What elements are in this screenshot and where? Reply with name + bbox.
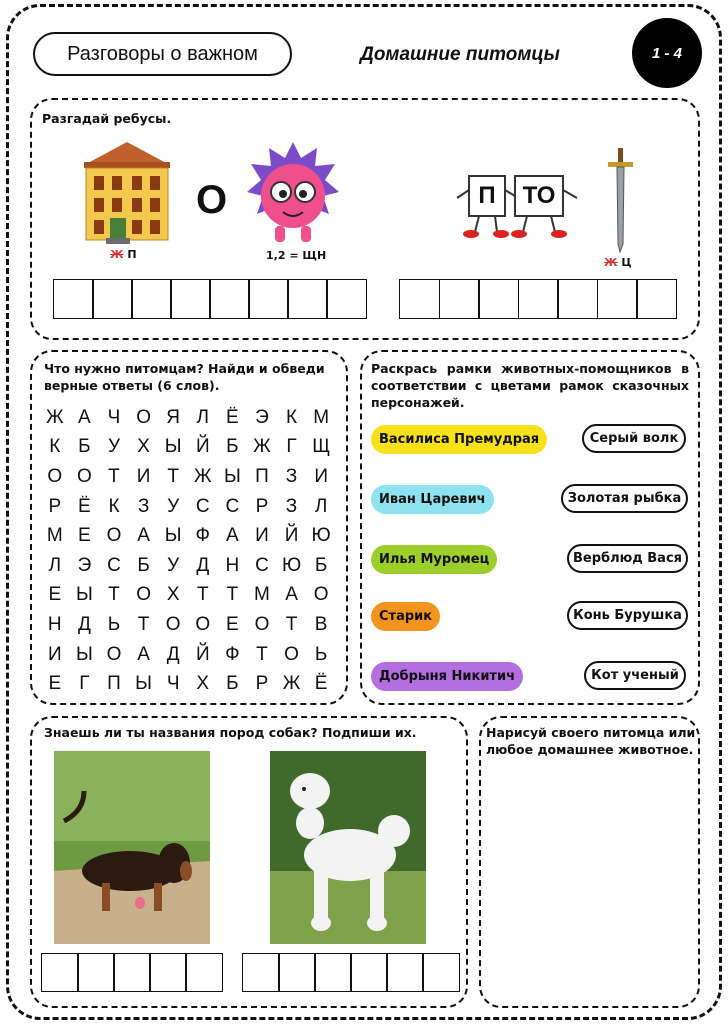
wordsearch-letter[interactable]: К bbox=[49, 436, 61, 458]
wordsearch-letter[interactable]: Я bbox=[166, 406, 181, 428]
wordsearch-letter[interactable]: А bbox=[285, 584, 298, 606]
wordsearch-letter[interactable]: Й bbox=[195, 643, 210, 665]
wordsearch-letter[interactable]: Л bbox=[48, 554, 62, 576]
wordsearch-letter[interactable]: Ы bbox=[223, 465, 241, 487]
wordsearch-row bbox=[40, 551, 338, 581]
answer-cell[interactable] bbox=[478, 279, 519, 319]
wordsearch-letter[interactable]: У bbox=[107, 436, 121, 458]
wordsearch-letter[interactable]: Ж bbox=[282, 673, 301, 695]
wordsearch-letter[interactable]: Н bbox=[47, 613, 62, 635]
wordsearch-letter[interactable]: Т bbox=[285, 613, 298, 635]
wordsearch-letter[interactable]: Е bbox=[226, 613, 239, 635]
hero-starik[interactable]: Старик bbox=[371, 602, 440, 631]
sword-picture bbox=[600, 146, 640, 254]
card-letter-p: П bbox=[478, 182, 496, 209]
animal-cat[interactable]: Кот ученый bbox=[584, 661, 686, 690]
wordsearch-letter[interactable]: К bbox=[108, 495, 120, 517]
wordsearch-row bbox=[40, 610, 338, 640]
wordsearch-letter[interactable]: М bbox=[313, 406, 330, 428]
answer-cell[interactable] bbox=[248, 279, 289, 319]
wordsearch-letter[interactable]: Л bbox=[314, 495, 328, 517]
wordsearch-row bbox=[40, 403, 338, 433]
hedgehog-hint: 1,2 = ЩН bbox=[266, 249, 327, 262]
wordsearch-letter[interactable]: М bbox=[254, 584, 270, 606]
animal-wolf[interactable]: Серый волк bbox=[582, 424, 686, 453]
wordsearch-letter[interactable]: Т bbox=[137, 613, 150, 635]
poodle-photo bbox=[270, 751, 426, 944]
sword-hint bbox=[604, 256, 632, 269]
answer-cell[interactable] bbox=[92, 279, 133, 319]
wordsearch-letter[interactable]: С bbox=[195, 495, 210, 517]
wordsearch-letter[interactable]: Ю bbox=[311, 525, 331, 547]
wordsearch-letter[interactable]: Е bbox=[78, 525, 91, 547]
wordsearch-letter[interactable]: Й bbox=[284, 525, 299, 547]
wordsearch-letter[interactable]: Ч bbox=[107, 406, 121, 428]
wordsearch-letter[interactable]: Д bbox=[166, 643, 180, 665]
wordsearch-letter[interactable]: И bbox=[47, 643, 62, 665]
wordsearch-letter[interactable]: Х bbox=[166, 584, 180, 606]
replacement-letter: П bbox=[127, 248, 137, 261]
wordsearch-letter[interactable]: О bbox=[254, 613, 270, 635]
wordsearch-letter[interactable]: С bbox=[225, 495, 240, 517]
wordsearch-letter[interactable]: Ё bbox=[226, 406, 239, 428]
answer-cell[interactable] bbox=[131, 279, 172, 319]
rebus-task: Разгадай ребусы. bbox=[42, 111, 172, 126]
wordsearch-letter[interactable]: Б bbox=[226, 673, 239, 695]
rebus-answer-1[interactable] bbox=[53, 279, 367, 319]
rebus-answer-2[interactable] bbox=[399, 279, 677, 319]
wordsearch-letter[interactable]: С bbox=[107, 554, 121, 576]
wordsearch-letter[interactable]: Е bbox=[48, 584, 62, 606]
wordsearch-letter[interactable]: Б bbox=[226, 436, 239, 458]
answer-cell[interactable] bbox=[386, 953, 424, 992]
hero-dobrynya[interactable]: Добрыня Никитич bbox=[371, 662, 523, 691]
wordsearch-letter[interactable]: Ю bbox=[281, 554, 302, 576]
answer-cell[interactable] bbox=[242, 953, 280, 992]
wordsearch-letter[interactable]: Ф bbox=[225, 643, 240, 665]
wordsearch-letter[interactable]: Ы bbox=[164, 525, 182, 547]
wordsearch-letter[interactable]: Х bbox=[196, 673, 210, 695]
wordsearch-letter[interactable]: Щ bbox=[312, 436, 331, 458]
wordsearch-letter[interactable]: Р bbox=[48, 495, 62, 517]
answer-cell[interactable] bbox=[149, 953, 187, 992]
wordsearch-letter[interactable]: О bbox=[195, 613, 211, 635]
topic-title: Домашние питомцы bbox=[360, 44, 560, 65]
wordsearch-letter[interactable]: Б bbox=[78, 436, 91, 458]
wordsearch-letter[interactable]: А bbox=[137, 525, 150, 547]
draw-task: Нарисуй своего питомца или любое домашнее животное. bbox=[486, 725, 696, 757]
wordsearch-letter[interactable]: О bbox=[284, 643, 299, 665]
wordsearch-letter[interactable]: А bbox=[78, 406, 91, 428]
answer-cell[interactable] bbox=[597, 279, 638, 319]
crossed-letter: Ж bbox=[110, 248, 124, 261]
answer-cell[interactable] bbox=[113, 953, 151, 992]
wordsearch-row bbox=[40, 581, 338, 611]
wordsearch-letter[interactable]: О bbox=[106, 643, 122, 665]
wordsearch-letter[interactable]: Ё bbox=[78, 495, 91, 517]
wordsearch-letter[interactable]: Т bbox=[167, 465, 179, 487]
wordsearch-letter[interactable]: Г bbox=[79, 673, 90, 695]
answer-cell[interactable] bbox=[53, 279, 94, 319]
wordsearch-letter[interactable]: У bbox=[167, 554, 180, 576]
grade-badge: 1 - 4 bbox=[632, 18, 702, 88]
wordsearch-letter[interactable]: А bbox=[226, 525, 239, 547]
animal-horse[interactable]: Конь Бурушка bbox=[567, 601, 688, 630]
wordsearch-letter[interactable]: Т bbox=[256, 643, 268, 665]
wordsearch-row bbox=[40, 492, 338, 522]
wordsearch-letter[interactable]: Б bbox=[137, 554, 150, 576]
lesson-title: Разговоры о важном bbox=[33, 32, 292, 76]
wordsearch-letter[interactable]: П bbox=[107, 673, 121, 695]
wordsearch-letter[interactable]: Д bbox=[77, 613, 91, 635]
wordsearch-letter[interactable]: Ы bbox=[164, 436, 182, 458]
wordsearch-letter[interactable]: О bbox=[106, 525, 122, 547]
answer-cell[interactable] bbox=[422, 953, 460, 992]
hero-ilya[interactable]: Илья Муромец bbox=[371, 545, 497, 574]
dog-answer-2[interactable] bbox=[242, 953, 460, 992]
wordsearch-letter[interactable]: Р bbox=[255, 673, 269, 695]
wordsearch-letter[interactable]: И bbox=[255, 525, 269, 547]
wordsearch-grid[interactable] bbox=[40, 403, 338, 699]
wordsearch-letter[interactable]: Э bbox=[255, 406, 269, 428]
answer-cell[interactable] bbox=[518, 279, 559, 319]
wordsearch-letter[interactable]: Т bbox=[108, 465, 120, 487]
card-letters-to: ТО bbox=[522, 182, 556, 209]
house-hint bbox=[110, 248, 137, 261]
crossed-letter: Ж bbox=[604, 256, 618, 269]
wordsearch-letter[interactable]: А bbox=[137, 643, 150, 665]
wordsearch-letter[interactable]: Ь bbox=[107, 613, 121, 635]
animal-goldfish[interactable]: Золотая рыбка bbox=[561, 484, 688, 513]
answer-cell[interactable] bbox=[170, 279, 211, 319]
answer-cell[interactable] bbox=[350, 953, 388, 992]
house-picture bbox=[76, 138, 178, 246]
wordsearch-letter[interactable]: З bbox=[285, 495, 298, 517]
wordsearch-letter[interactable]: П bbox=[255, 465, 269, 487]
wordsearch-letter[interactable]: Ч bbox=[166, 673, 180, 695]
wordsearch-letter[interactable]: Е bbox=[48, 673, 62, 695]
wordsearch-letter[interactable]: Б bbox=[314, 554, 328, 576]
wordsearch-letter[interactable]: Н bbox=[225, 554, 240, 576]
answer-cell[interactable] bbox=[314, 953, 352, 992]
answer-cell[interactable] bbox=[209, 279, 250, 319]
wordsearch-row bbox=[40, 462, 338, 492]
wordsearch-letter[interactable]: Ы bbox=[75, 643, 93, 665]
wordsearch-letter[interactable]: Й bbox=[195, 436, 210, 458]
wordsearch-letter[interactable]: Т bbox=[226, 584, 239, 606]
wordsearch-letter[interactable]: И bbox=[314, 465, 328, 487]
wordsearch-letter[interactable]: Ж bbox=[46, 406, 64, 428]
wordsearch-letter[interactable]: Ё bbox=[314, 673, 328, 695]
answer-cell[interactable] bbox=[278, 953, 316, 992]
wordsearch-row bbox=[40, 640, 338, 670]
answer-cell[interactable] bbox=[326, 279, 367, 319]
wordsearch-letter[interactable]: З bbox=[137, 495, 150, 517]
wordsearch-task: Что нужно питомцам? Найди и обведи верные ответы (6 слов). bbox=[44, 361, 325, 393]
answer-cell[interactable] bbox=[439, 279, 480, 319]
letter-o: О bbox=[196, 178, 228, 222]
dogs-task: Знаешь ли ты названия пород собак? Подпиши их. bbox=[44, 725, 417, 740]
wordsearch-letter[interactable]: О bbox=[77, 465, 92, 487]
wordsearch-row bbox=[40, 433, 338, 463]
wordsearch-letter[interactable]: К bbox=[286, 406, 298, 428]
hero-vasilisa[interactable]: Василиса Премудрая bbox=[371, 425, 547, 454]
wordsearch-letter[interactable]: Ж bbox=[193, 465, 212, 487]
wordsearch-letter[interactable]: Х bbox=[137, 436, 150, 458]
wordsearch-letter[interactable]: Ь bbox=[314, 643, 328, 665]
wordsearch-letter[interactable]: О bbox=[47, 465, 63, 487]
wordsearch-letter[interactable]: Т bbox=[196, 584, 209, 606]
draw-panel[interactable] bbox=[479, 716, 700, 1008]
wordsearch-letter[interactable]: Д bbox=[196, 554, 210, 576]
wordsearch-letter[interactable]: З bbox=[285, 465, 298, 487]
animal-camel[interactable]: Верблюд Вася bbox=[567, 544, 688, 573]
dog-answer-1[interactable] bbox=[41, 953, 223, 992]
wordsearch-letter[interactable]: О bbox=[136, 584, 151, 606]
wordsearch-letter[interactable]: О bbox=[313, 584, 329, 606]
wordsearch-letter[interactable]: Ф bbox=[195, 525, 210, 547]
wordsearch-letter[interactable]: Ы bbox=[135, 673, 152, 695]
wordsearch-letter[interactable]: У bbox=[167, 495, 180, 517]
wordsearch-letter[interactable]: С bbox=[255, 554, 269, 576]
wordsearch-letter[interactable]: Л bbox=[196, 406, 209, 428]
replacement-letter: Ц bbox=[621, 256, 632, 269]
helpers-task: Раскрась рамки животных-помощников в соответствии с цветами рамок сказочных персонажей. bbox=[371, 361, 689, 410]
hedgehog-picture bbox=[245, 140, 341, 248]
answer-cell[interactable] bbox=[287, 279, 328, 319]
wordsearch-letter[interactable]: Э bbox=[77, 554, 92, 576]
wordsearch-letter[interactable]: Г bbox=[286, 436, 297, 458]
wordsearch-letter[interactable]: Т bbox=[108, 584, 120, 606]
answer-cell[interactable] bbox=[399, 279, 440, 319]
hero-ivan[interactable]: Иван Царевич bbox=[371, 485, 494, 514]
wordsearch-letter[interactable]: О bbox=[165, 613, 181, 635]
wordsearch-letter[interactable]: М bbox=[46, 525, 63, 547]
wordsearch-row bbox=[40, 521, 338, 551]
answer-cell[interactable] bbox=[185, 953, 223, 992]
answer-cell[interactable] bbox=[77, 953, 115, 992]
answer-cell[interactable] bbox=[636, 279, 677, 319]
answer-cell[interactable] bbox=[557, 279, 598, 319]
answer-cell[interactable] bbox=[41, 953, 79, 992]
wordsearch-letter[interactable]: И bbox=[136, 465, 151, 487]
wordsearch-letter[interactable]: В bbox=[314, 613, 328, 635]
wordsearch-letter[interactable]: О bbox=[136, 406, 151, 428]
wordsearch-letter[interactable]: Ж bbox=[253, 436, 271, 458]
dachshund-photo bbox=[54, 751, 210, 944]
wordsearch-letter[interactable]: Ы bbox=[75, 584, 93, 606]
wordsearch-row bbox=[40, 669, 338, 699]
wordsearch-letter[interactable]: Р bbox=[255, 495, 269, 517]
